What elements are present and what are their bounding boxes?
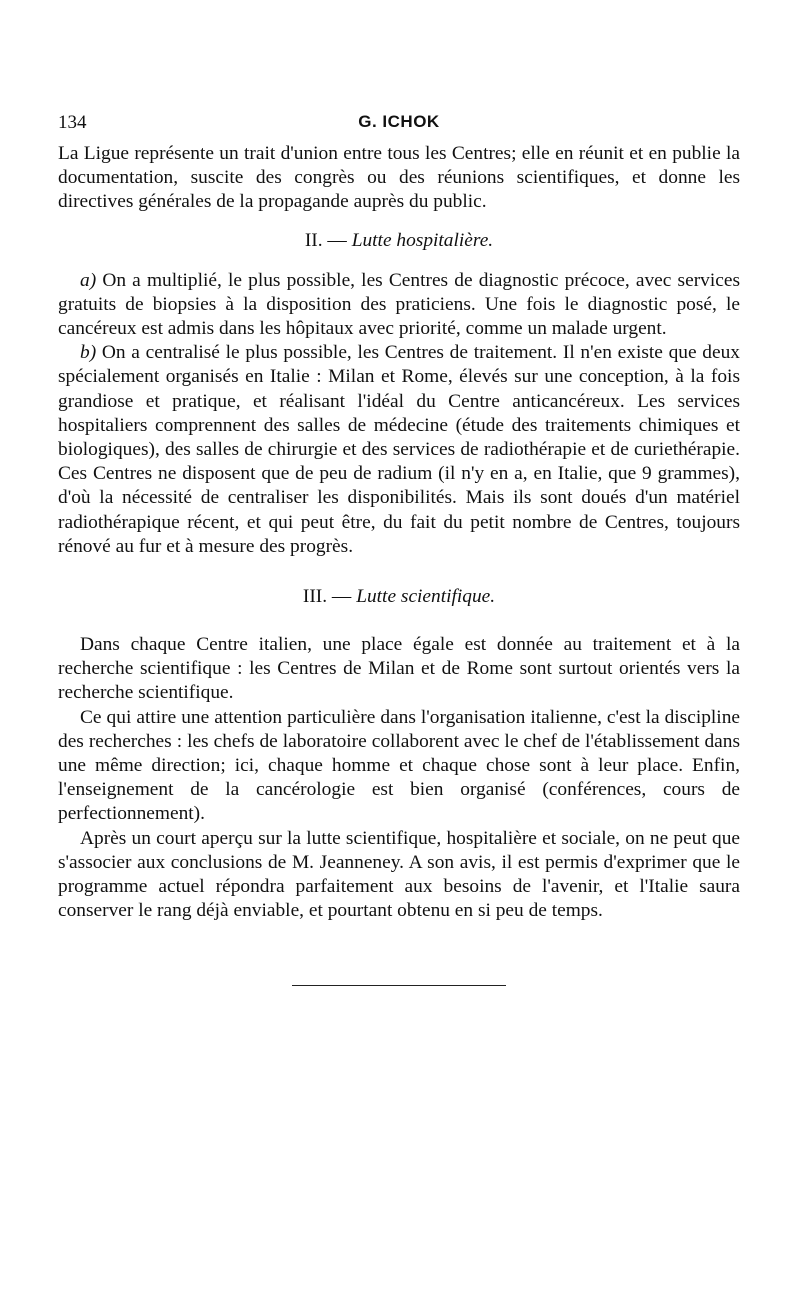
paragraph: Ce qui attire une attention particulière dans l'organisation italienne, c'est la discipline des recherches : les chefs de laboratoire collaborent avec le chef de l'établissement dans une même direction; ici, chaque homme et chaque chose sont à leur place. Enfin, l'enseignement de la cancérologie est bien organisé (conférences, cours de perfectionnement). — [58, 706, 740, 825]
paragraph-marker-b: b) — [80, 342, 97, 364]
closing-rule — [292, 985, 506, 986]
section-title: Lutte hospitalière. — [351, 229, 494, 251]
paragraph-b — [58, 341, 740, 559]
intro-paragraph: La Ligue représente un trait d'union entre tous les Centres; elle en réunit et en publie la documentation, suscite des congrès ou des réunions scientifiques, et donne les directives générales de la propagande auprès du public. — [58, 143, 740, 213]
paragraph: Dans chaque Centre italien, une place égale est donnée au traitement et à la recherche scientifique : les Centres de Milan et de Rome sont surtout orientés vers la recherche scientifique. — [58, 634, 740, 704]
section-heading-lutte-hospitaliere — [58, 229, 740, 253]
paragraph-a — [58, 269, 740, 342]
section-numeral: III. — — [302, 586, 352, 608]
page-number: 134 — [58, 112, 87, 133]
paragraph-marker-a: a) — [80, 269, 97, 291]
section-heading-lutte-scientifique — [58, 585, 740, 609]
paragraph-b-text: On a centralisé le plus possible, les Centres de traitement. Il n'en existe que deux spécialement organisés en Italie : Milan et Rome, élevés sur une conception, à la fois grandiose et pratique, et réalisant l'idéal du Centre anticancéreux. Les services hospitaliers comprennent des salles de médecine (étude des traitements chimiques et biologiques), des salles de chirurgie et des services de radiothérapie et de curiethérapie. Ces Centres ne disposent que de peu de radium (il n'y en a, en Italie, que 9 grammes), d'où la nécessité de centraliser les disponibilités. Mais ils sont doués d'un matériel radiothérapique récent, et qui peut être, du fait du petit nombre de Centres, toujours rénové au fur et à mesure des progrès. — [58, 342, 740, 557]
running-head-author: G. ICHOK — [358, 112, 440, 131]
running-head — [58, 112, 740, 142]
paragraph: Après un court aperçu sur la lutte scientifique, hospitalière et sociale, on ne peut que s'associer aux conclusions de M. Jeanneney. A son avis, il est permis d'exprimer que le programme actuel répondra parfaitement aux besoins de l'avenir, et l'Italie saura conserver le rang déjà enviable, et pourtant obtenu en si peu de temps. — [58, 827, 740, 922]
book-page — [58, 112, 740, 986]
paragraph-a-text: On a multiplié, le plus possible, les Centres de diagnostic précoce, avec services gratuits de biopsies à la disposition des praticiens. Une fois le diagnostic posé, le cancéreux est admis dans les hôpitaux avec priorité, comme un malade urgent. — [58, 269, 740, 340]
section-numeral: II. — — [304, 229, 347, 251]
section-title: Lutte scientifique. — [356, 586, 496, 608]
